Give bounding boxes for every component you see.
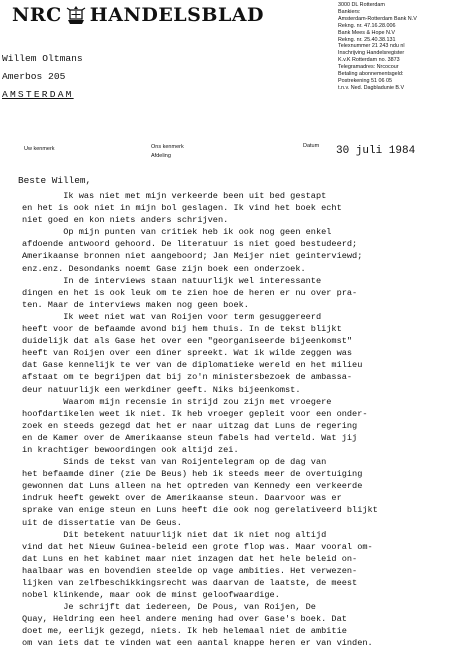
body-line: Quay, Heldring een heel andere mening had over Gase's boek. Dat: [22, 614, 347, 625]
body-line: nobel klinkende, maar ook de minst geloofwaardige.: [22, 590, 280, 601]
body-line: deur natuurlijk een werkdiner geeft. Niks bijeenkomst.: [22, 384, 301, 395]
logo-name-left: NRC: [12, 4, 62, 26]
company-info-line: K.v.K Rotterdam no. 3873: [338, 57, 400, 64]
body-line: en de Kamer over de Amerikaanse steun fabels had verteld. Wat jij: [22, 432, 358, 443]
uw-kenmerk-label: Uw kenmerk: [24, 146, 55, 152]
ons-kenmerk-label: Ons kenmerk: [151, 144, 184, 150]
datum-label: Datum: [303, 143, 320, 149]
company-info-line: t.n.v. Ned. Dagbladunie B.V: [338, 84, 405, 91]
company-info-line: Telegramadres: Nrcocour: [338, 64, 399, 71]
body-line: in krachtiger bewoordingen ook altijd zei.: [22, 444, 239, 455]
logo-name-right: HANDELSBLAD: [89, 4, 265, 26]
body-line: hoofdartikelen weet ik niet. Ik heb vroeger gepleit voor een onder-: [22, 408, 368, 419]
body-line: ten. Maar de interviews maken nog geen boek.: [22, 299, 249, 310]
newspaper-logo: [12, 4, 264, 26]
company-info-line: Inschrijving Handelsregister: [338, 50, 405, 57]
body-line: dingen en het is ook leuk om te zien hoe de heren er nu over pra-: [22, 287, 358, 298]
address-city: AMSTERDAM: [2, 89, 74, 100]
body-line: duidelijk dat als Gase het over een "georganiseerde bijeenkomst": [22, 336, 353, 347]
company-info-line: Telexnummer 21 243 ndu nl: [338, 43, 405, 50]
company-info-line: Rekng. nr. 47.16.28.006: [338, 22, 396, 29]
company-info-line: Betaling abonnementsgeld:: [338, 71, 404, 78]
body-line: afstaat om te begrijpen dat bij zo'n ministersbezoek de ambassa-: [22, 372, 353, 383]
company-info-line: Rekng. nr. 25.40.38.131: [338, 36, 396, 43]
letter-date: 30 juli 1984: [336, 145, 416, 157]
body-line: uit de dissertatie van De Geus.: [22, 517, 182, 528]
body-line: Ik weet niet wat van Roijen voor term gesuggereerd: [22, 311, 322, 322]
body-line: dat Luns en het kabinet maar niet inzagen dat het hele beleid on-: [22, 553, 358, 564]
body-line: enz.enz. Desondanks noemt Gase zijn boek een onderzoek.: [22, 263, 306, 274]
letter-body: [22, 190, 447, 650]
company-info-line: Amsterdam-Rotterdam Bank N.V: [338, 15, 417, 22]
body-line: en het is ook niet in mijn bol geslagen. Ik vind het boek echt: [22, 203, 342, 214]
company-info-line: Bankiers:: [338, 8, 361, 15]
body-line: om van iets dat te vinden wat een aantal knappe heren er van vinden.: [22, 638, 373, 649]
address-name: Willem Oltmans: [2, 53, 83, 64]
body-line: het befaamde diner (zie De Beus) heb ik steeds meer de overtuiging: [22, 469, 363, 480]
body-line: heeft van Roijen over een diner spreekt. Wat ik wilde zeggen was: [22, 348, 353, 359]
address-street: Amerbos 205: [2, 71, 66, 82]
company-info-line: Postrekening 51 06 05: [338, 77, 392, 84]
company-info-line: Bank Mees & Hope N.V: [338, 29, 395, 36]
body-line: Je schrijft dat iedereen, De Pous, van Roijen, De: [22, 602, 316, 613]
company-info-line: 3000 DL Rotterdam: [338, 2, 385, 8]
body-line: indruk heeft gewekt over de Amerikaanse steun. Daarvoor was er: [22, 493, 342, 504]
body-line: Op mijn punten van critiek heb ik ook nog geen enkel: [22, 227, 332, 238]
body-line: vind dat het Nieuw Guinea-beleid een grote flop was. Maar vooral om-: [22, 541, 373, 552]
body-line: In de interviews staan natuurlijk wel interessante: [22, 275, 322, 286]
body-line: zoek en steeds gezegd dat het er naar uitzag dat Luns de regering: [22, 420, 358, 431]
body-line: dat Gase kennelijk te ver van de diplomatieke wereld en het milieu: [22, 360, 363, 371]
body-line: Waarom mijn recensie in strijd zou zijn met vroegere: [22, 396, 332, 407]
salutation: Beste Willem,: [18, 175, 92, 186]
recipient-address: [2, 50, 83, 104]
body-line: haalbaar was en bovendien steelde op vage ambities. Het verwezen-: [22, 565, 358, 576]
body-line: lijken van zelfbeschikkingsrecht was daarvan de laatste, de meest: [22, 578, 358, 588]
afdeling-label: Afdeling: [151, 153, 171, 159]
body-line: Dit betekent natuurlijk niet dat ik niet nog altijd: [22, 529, 327, 540]
company-info: [338, 2, 448, 92]
body-line: heeft voor de befaamde avond bij hem thuis. In de tekst blijkt: [22, 324, 342, 335]
crest-icon: [65, 5, 87, 25]
body-line: Sinds de tekst van van Roijentelegram op de dag van: [22, 457, 327, 468]
body-line: gewonnen dat Luns alleen na het optreden van Kennedy een verkeerde: [22, 481, 363, 492]
body-line: afdoende antwoord gehoord. De literatuur is niet goed bestudeerd;: [22, 239, 358, 250]
body-line: Ik was niet met mijn verkeerde been uit bed gestapt: [22, 191, 327, 201]
body-line: sprake van enige steun en Luns heeft die ook nog gerelativeerd blijkt: [22, 505, 378, 516]
body-line: doet me, eerlijk gezegd, niets. Ik heb helemaal niet de ambitie: [22, 626, 347, 637]
body-line: niet goed en kon niets anders schrijven.: [22, 215, 229, 226]
body-line: Amerikaanse bronnen niet aangeboord; Jan Meijer niet geinterviewd;: [22, 251, 363, 262]
